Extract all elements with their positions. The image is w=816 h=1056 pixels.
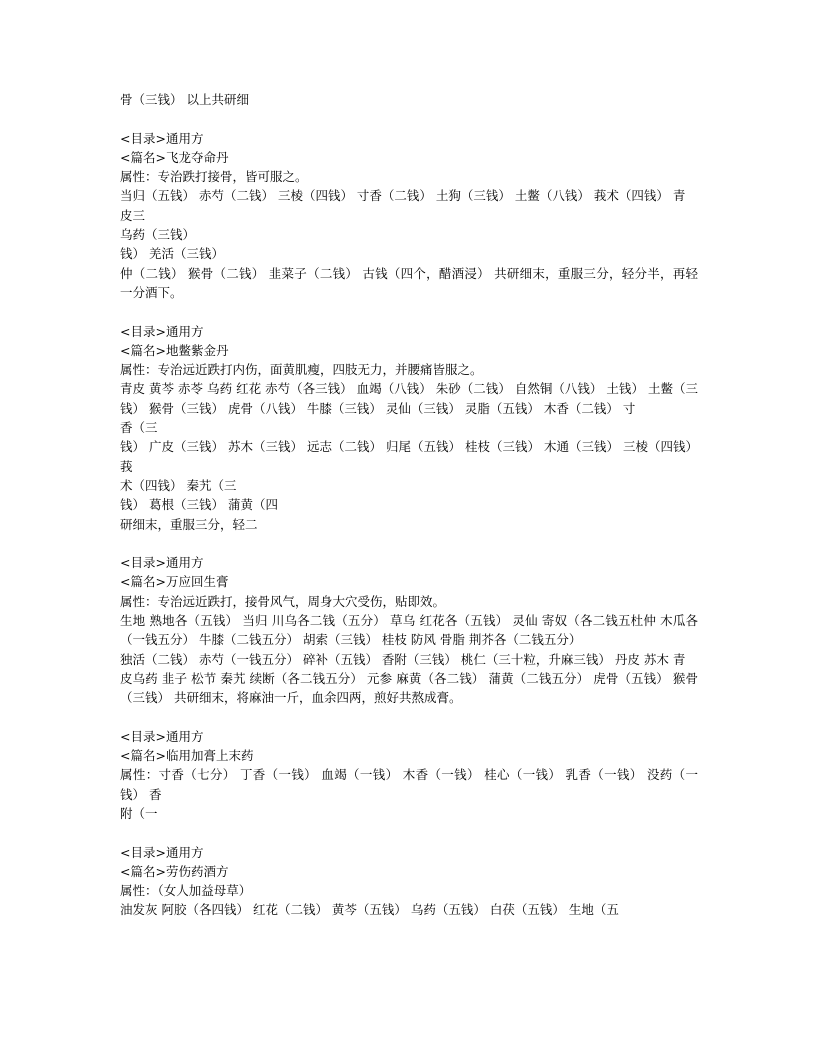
section-line: 研细末，重服三分，轻二	[120, 516, 258, 532]
section-title: <篇名>地鳖紫金丹	[120, 342, 229, 358]
section-line: 生地 熟地各（五钱） 当归 川乌各二钱（五分） 草乌 红花各（五钱） 灵仙 寄奴（各二钱五杜仲 木瓜各（一钱五分） 牛膝（二钱五分） 胡索（三钱） 桂枝 防风 骨脂 荆芥各（二钱五分）	[120, 613, 698, 648]
section-catalog: <目录>通用方	[120, 323, 204, 339]
section-line: 青皮 黄芩 赤苓 乌药 红花 赤芍（各三钱） 血竭（八钱） 朱砂（二钱） 自然铜（八钱） 土钱） 土鳖（三钱） 猴骨（三钱） 虎骨（八钱） 牛膝（三钱） 灵仙（三钱） 灵脂（五钱） 木香（二钱） 寸	[120, 381, 698, 416]
section-line: 属性：专治远近跌打，接骨风气，周身大穴受伤，贴即效。	[120, 593, 446, 609]
section-catalog: <目录>通用方	[120, 130, 204, 146]
section-title: <篇名>劳伤药酒方	[120, 863, 229, 879]
section-4	[120, 727, 698, 823]
section-line: 仲（二钱） 猴骨（二钱） 韭菜子（二钱） 古钱（四个，醋酒浸） 共研细末，重服三分，轻分半，再轻一分酒下。	[120, 265, 698, 300]
section-gap	[120, 708, 698, 727]
section-line: 皮乌药 韭子 松节 秦艽 续断（各二钱五分） 元参 麻黄（各二钱） 蒲黄（二钱五分） 虎骨（五钱） 猴骨（三钱） 共研细末，将麻油一斤，血余四两，煎好共熬成膏。	[120, 670, 698, 706]
section-line: 钱） 羌活（三钱）	[120, 246, 224, 262]
section-gap	[120, 109, 698, 128]
section-line: 钱） 广皮（三钱） 苏木（三钱） 远志（二钱） 归尾（五钱） 桂枝（三钱） 木通（三钱） 三棱（四钱） 莪	[120, 439, 702, 474]
section-line: 属性：专治跌打接骨，皆可服之。	[120, 169, 308, 185]
section-line: 属性：寸香（七分） 丁香（一钱） 血竭（一钱） 木香（一钱） 桂心（一钱） 乳香（一钱） 没药（一钱） 香	[120, 767, 698, 802]
section-gap	[120, 534, 698, 553]
section-3	[120, 553, 698, 707]
section-gap	[120, 302, 698, 321]
section-1	[120, 129, 698, 303]
section-line: 钱） 葛根（三钱） 蒲黄（四	[120, 497, 278, 513]
section-title: <篇名>飞龙夺命丹	[120, 149, 229, 165]
section-5	[120, 843, 698, 920]
section-2	[120, 322, 702, 534]
section-line: 香（三	[120, 420, 158, 436]
section-catalog: <目录>通用方	[120, 555, 204, 571]
intro-line: 骨（三钱） 以上共研细	[120, 92, 249, 107]
document-page	[120, 90, 702, 920]
section-title: <篇名>万应回生膏	[120, 574, 229, 590]
section-line: 属性：（女人加益母草）	[120, 883, 252, 899]
section-line: 皮三	[120, 207, 146, 223]
section-line: 术（四钱） 秦艽（三	[120, 477, 237, 493]
section-gap	[120, 823, 698, 842]
section-catalog: <目录>通用方	[120, 844, 204, 860]
section-line: 乌药（三钱）	[120, 227, 196, 243]
section-title: <篇名>临用加膏上末药	[120, 748, 254, 764]
section-line: 油发灰 阿胶（各四钱） 红花（二钱） 黄芩（五钱） 乌药（五钱） 白茯（五钱） 生地（五	[120, 902, 619, 918]
section-line: 独活（二钱） 赤芍（一钱五分） 碎补（五钱） 香附（三钱） 桃仁（三十粒，升麻三钱） 丹皮 苏木 青	[120, 651, 686, 667]
section-line: 附（一	[120, 805, 158, 821]
section-line: 属性：专治远近跌打内伤，面黄肌瘦，四肢无力，并腰痛皆服之。	[120, 362, 483, 378]
section-catalog: <目录>通用方	[120, 728, 204, 744]
section-line: 当归（五钱） 赤芍（二钱） 三棱（四钱） 寸香（二钱） 土狗（三钱） 土鳖（八钱） 莪术（四钱） 青	[120, 188, 686, 204]
